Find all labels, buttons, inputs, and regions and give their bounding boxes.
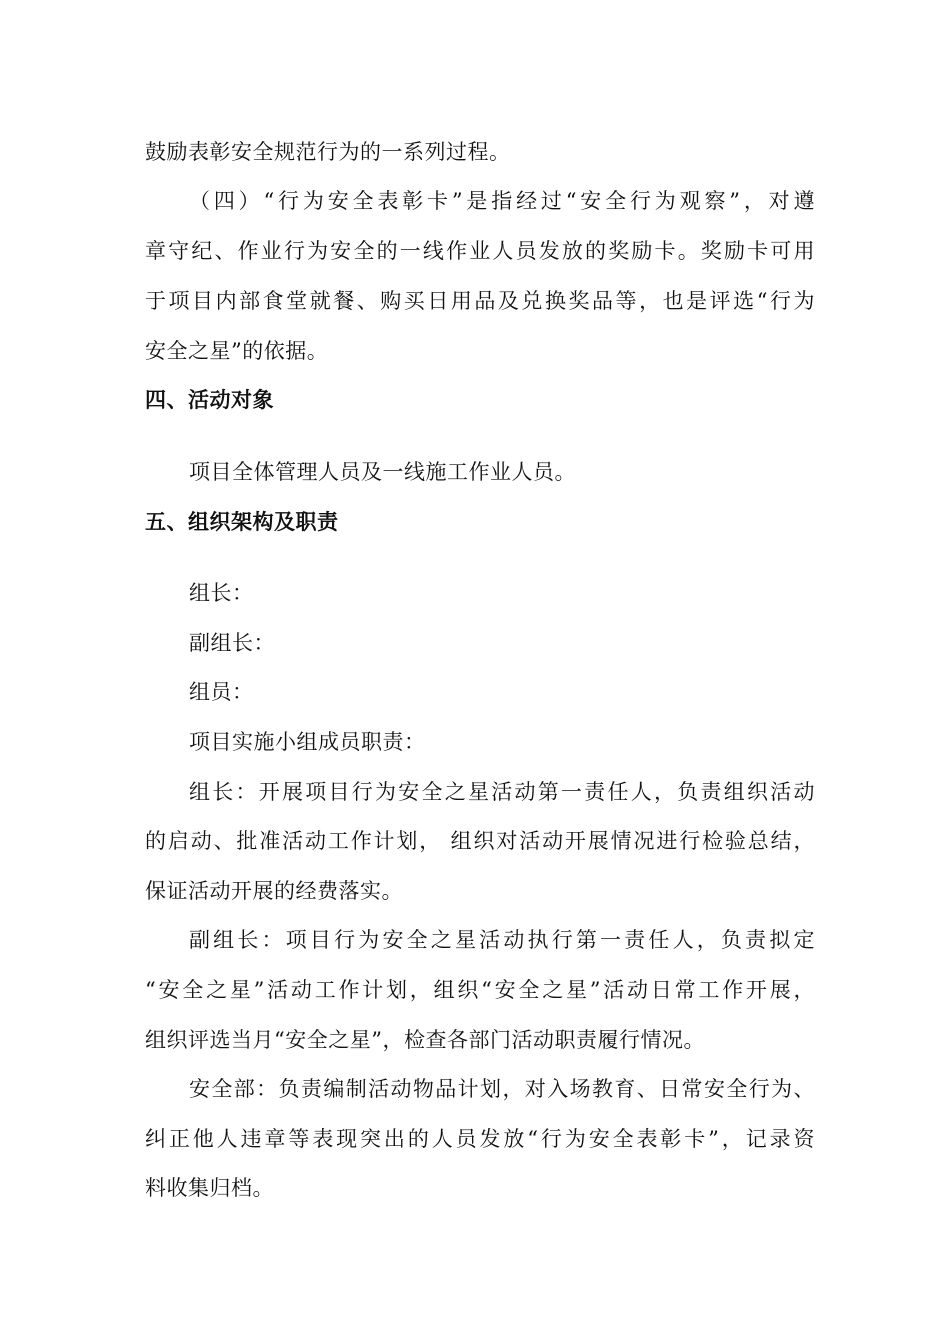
section-heading: 四、活动对象 xyxy=(145,388,274,412)
paragraph-line: 安全之星”的依据。 xyxy=(145,339,329,363)
paragraph-line: 于项目内部食堂就餐、购买日用品及兑换奖品等，也是评选“行为 xyxy=(145,289,815,313)
role-label-deputy: 副组长： xyxy=(189,631,275,655)
paragraph-line: 纠正他人违章等表现突出的人员发放“行为安全表彰卡”，记录资 xyxy=(145,1127,815,1151)
paragraph-line: 副组长：项目行为安全之星活动执行第一责任人，负责拟定 xyxy=(189,928,815,952)
paragraph-line: 料收集归档。 xyxy=(145,1176,274,1200)
paragraph-line: 鼓励表彰安全规范行为的一系列过程。 xyxy=(145,140,511,164)
role-label-leader: 组长： xyxy=(189,581,254,605)
duties-title: 项目实施小组成员职责： xyxy=(189,730,426,754)
paragraph-line: 的启动、批准活动工作计划， 组织对活动开展情况进行检验总结， xyxy=(145,829,815,853)
paragraph-line: 组长：开展项目行为安全之星活动第一责任人，负责组织活动 xyxy=(189,780,815,804)
role-label-member: 组员： xyxy=(189,680,254,704)
section-heading: 五、组织架构及职责 xyxy=(145,510,339,534)
paragraph-line: 组织评选当月“安全之星”，检查各部门活动职责履行情况。 xyxy=(145,1028,705,1052)
paragraph-line: 安全部：负责编制活动物品计划，对入场教育、日常安全行为、 xyxy=(189,1077,815,1101)
paragraph-line: 章守纪、作业行为安全的一线作业人员发放的奖励卡。奖励卡可用 xyxy=(145,239,815,263)
paragraph-line: （四）“行为安全表彰卡”是指经过“安全行为观察”，对遵 xyxy=(189,189,815,213)
paragraph-line: 项目全体管理人员及一线施工作业人员。 xyxy=(189,460,576,484)
paragraph-line: “安全之星”活动工作计划，组织“安全之星”活动日常工作开展， xyxy=(145,978,815,1002)
paragraph-line: 保证活动开展的经费落实。 xyxy=(145,879,403,903)
